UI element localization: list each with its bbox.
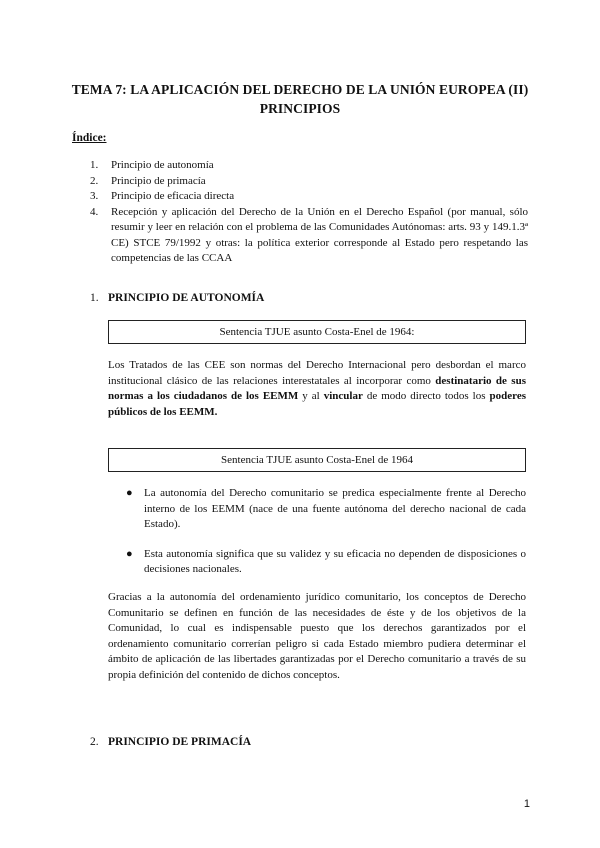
index-item [90,158,528,174]
index-item-text: Principio de eficacia directa [111,190,235,202]
paragraph-bold: destinatario de sus normas a los ciudadanos de los EEMM [108,374,526,402]
bullet-dot-icon: ● [126,487,133,499]
paragraph-bold: vincular [323,390,363,402]
paragraph-text: y al [298,390,324,402]
ruling-box-2: Sentencia TJUE asunto Costa-Enel de 1964 [108,448,526,472]
title-line-2: PRINCIPIOS [259,101,341,116]
bullet-dot-icon: ● [126,547,133,560]
bullet-text: La autonomía del Derecho comunitario se predica especialmente frente al Derecho interno de los EEMM (nace de una fuente autónoma del derecho nacional de cada Estado). [144,487,526,530]
index-item-number: 1. [90,159,99,171]
page-number: 1 [523,798,530,810]
section-2-title: PRINCIPIO DE PRIMACÍA [108,736,252,748]
section-2-number: 2. [90,736,99,748]
paragraph-text: Los Tratados de las CEE son normas del Derecho Internacional pero desbordan el marco institucional clásico de las relaciones interestatales al incorporar como [108,359,526,387]
paragraph-bold: poderes públicos de los EEMM. [108,390,526,418]
index-item-text: Principio de autonomía [111,159,214,171]
section-1-heading [90,292,264,304]
paragraph-autonomy: Gracias a la autonomía del ordenamiento jurídico comunitario, los conceptos de Derecho Comunitario se definen en función de las necesidades de éste y de los objetivos de la Comunidad, lo cual es indispensable puesto que los derechos garantizados por el ordenamiento comunitario correrían peligro si cada Estado miembro pudiera determinar el ámbito de aplicación de las libertades garantizadas por el Derecho comunitario a través de su propia definición del contenido de dichos conceptos. [108,591,526,681]
index-item-number: 4. [90,205,99,218]
document-title [70,80,530,118]
title-line-1: TEMA 7: LA APLICACIÓN DEL DERECHO DE LA UNIÓN EUROPEA (II) [71,82,529,97]
index-list [90,158,528,267]
ruling-box-1: Sentencia TJUE asunto Costa-Enel de 1964: [108,320,526,344]
index-item-number: 2. [90,174,99,187]
index-item [90,189,528,205]
index-item-text: Principio de primacía [111,174,206,187]
bullet-text: Esta autonomía significa que su validez y su eficacia no dependen de disposiciones o decisiones nacionales. [144,547,526,575]
autonomy-bullets [108,486,526,578]
index-item [90,205,528,267]
section-1-title: PRINCIPIO DE AUTONOMÍA [108,292,265,304]
bullet-item [108,486,526,533]
index-item [90,174,528,190]
paragraph-text: de modo directo todos los [362,390,490,402]
section-2-heading [90,736,251,748]
paragraph-treaties [108,358,526,420]
index-heading: Índice: [72,132,107,144]
section-1-number: 1. [90,292,99,304]
index-item-number: 3. [90,190,99,202]
index-item-text: Recepción y aplicación del Derecho de la Unión en el Derecho Español (por manual, sólo resumir y leer en relación con el problema de las Comunidades Autónomas: arts. 93 y 149.1.3ª CE) STCE 79/1992 y otras: la política exterior corresponde al Estado pero respetando las competencias de las CCAA [111,205,528,264]
bullet-item [108,547,526,578]
